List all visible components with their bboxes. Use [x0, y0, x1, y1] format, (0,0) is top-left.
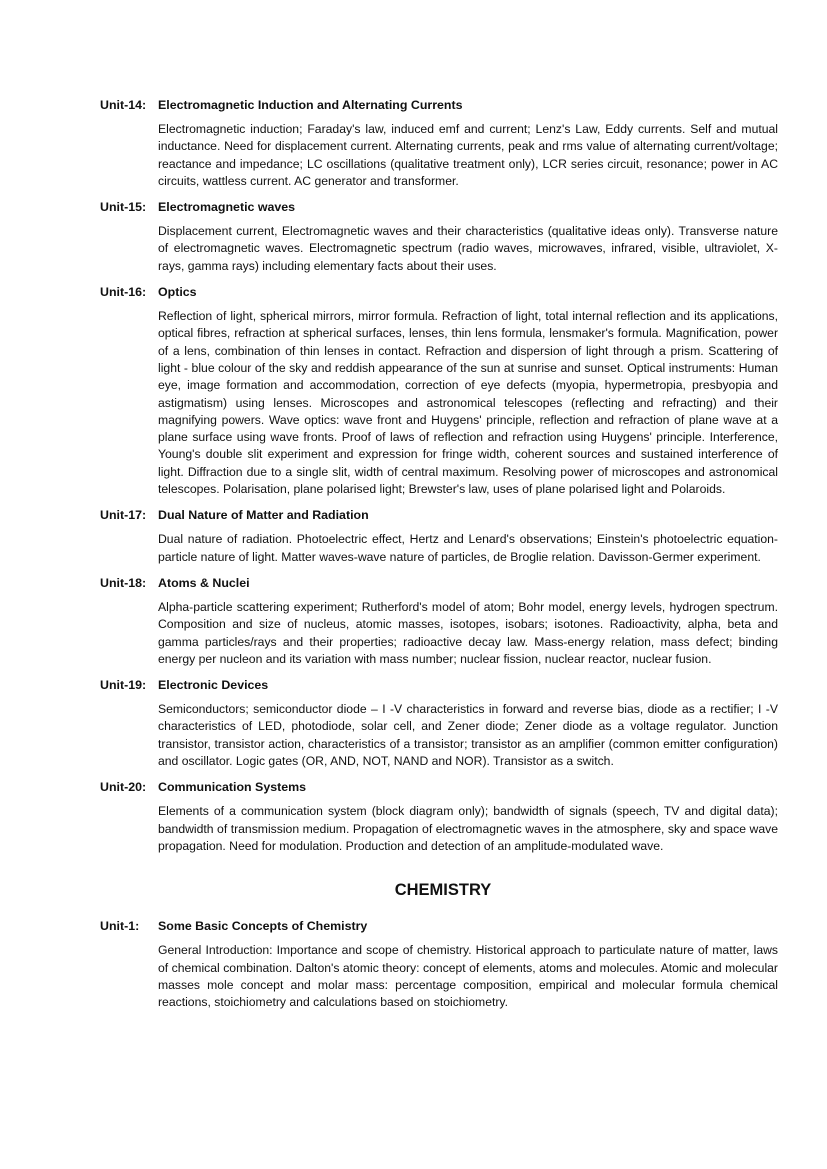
unit-14	[100, 97, 778, 190]
unit-title: Optics	[158, 285, 197, 300]
unit-heading	[100, 507, 778, 525]
unit-description: Alpha-particle scattering experiment; Rutherford's model of atom; Bohr model, energy levels, hydrogen spectrum. Composition and size of nucleus, atomic masses, isotopes, isobars; isotones. Radioactivity, alpha, beta and gamma particles/rays and their properties; radioactive decay law. Mass-energy relation, mass defect; binding energy per nucleon and its variation with mass number; nuclear fission, nuclear reactor, nuclear fusion.	[158, 599, 778, 666]
unit-16	[100, 284, 778, 498]
syllabus-content	[100, 97, 778, 1020]
unit-description: Reflection of light, spherical mirrors, mirror formula. Refraction of light, total internal reflection and its applications, optical fibres, refraction at spherical surfaces, lenses, thin lens formula, lensmaker's formula. Magnification, power of a lens, combination of thin lenses in contact. Refraction and dispersion of light through a prism. Scattering of light - blue colour of the sky and reddish appearance of the sun at sunrise and sunset. Optical instruments: Human eye, image formation and accommodation, correction of eye defects (myopia, hypermetropia, presbyopia and astigmatism) using lenses. Microscopes and astronomical telescopes (reflecting and refracting) and their magnifying powers. Wave optics: wave front and Huygens' principle, reflection and refraction of plane wave at a plane surface using wave fronts. Proof of laws of reflection and refraction using Huygens' principle. Interference, Young's double slit experiment and expression for fringe width, coherent sources and sustained interference of light. Diffraction due to a single slit, width of central maximum. Resolving power of microscopes and astronomical telescopes. Polarisation, plane polarised light; Brewster's law, uses of plane polarised light and Polaroids.	[158, 309, 778, 497]
unit-heading	[100, 575, 778, 593]
unit-title: Communication Systems	[158, 780, 307, 795]
unit-heading	[100, 97, 778, 115]
unit-heading	[100, 918, 778, 936]
unit-description: Elements of a communication system (block diagram only); bandwidth of signals (speech, TV and digital data); bandwidth of transmission medium. Propagation of electromagnetic waves in the atmosphere, sky and space wave propagation. Need for modulation. Production and detection of an amplitude-modulated wave.	[158, 804, 778, 853]
unit-title: Atoms & Nuclei	[158, 575, 250, 590]
unit-description: Semiconductors; semiconductor diode – I -V characteristics in forward and reverse bias, diode as a rectifier; I -V characteristics of LED, photodiode, solar cell, and Zener diode; Zener diode as a voltage regulator. Junction transistor, transistor action, characteristics of a transistor; transistor as an amplifier (common emitter configuration) and oscillator. Logic gates (OR, AND, NOT, NAND and NOR). Transistor as a switch.	[158, 702, 778, 769]
unit-20	[100, 779, 778, 855]
unit-number: Unit-16:	[100, 285, 147, 300]
unit-heading	[100, 199, 778, 217]
unit-heading	[100, 284, 778, 302]
unit-description: Displacement current, Electromagnetic waves and their characteristics (qualitative ideas only). Transverse nature of electromagnetic waves. Electromagnetic spectrum (radio waves, microwaves, infrared, visible, ultraviolet, X-rays, gamma rays) including elementary facts about their uses.	[158, 224, 778, 273]
unit-description: Electromagnetic induction; Faraday's law, induced emf and current; Lenz's Law, Eddy currents. Self and mutual inductance. Need for displacement current. Alternating currents, peak and rms value of alternating current/voltage; reactance and impedance; LC oscillations (qualitative treatment only), LCR series circuit, resonance; power in AC circuits, wattless current. AC generator and transformer.	[158, 122, 778, 188]
unit-title: Dual Nature of Matter and Radiation	[158, 508, 369, 523]
unit-19	[100, 677, 778, 770]
unit-heading	[100, 677, 778, 695]
unit-number: Unit-15:	[100, 200, 147, 215]
chemistry-unit-1	[100, 918, 778, 1011]
section-heading: CHEMISTRY	[394, 881, 492, 900]
unit-number: Unit-1:	[100, 919, 140, 934]
unit-title: Electromagnetic Induction and Alternating Currents	[158, 98, 463, 112]
unit-17	[100, 507, 778, 566]
unit-number: Unit-14:	[100, 98, 147, 112]
unit-heading	[100, 779, 778, 797]
unit-number: Unit-20:	[100, 780, 147, 795]
unit-15	[100, 199, 778, 275]
unit-number: Unit-17:	[100, 508, 147, 523]
unit-18	[100, 575, 778, 668]
unit-description: General Introduction: Importance and scope of chemistry. Historical approach to particulate nature of matter, laws of chemical combination. Dalton's atomic theory: concept of elements, atoms and molecules. Atomic and molecular masses mole concept and molar mass: percentage composition, empirical and molecular formula chemical reactions, stoichiometry and calculations based on stoichiometry.	[158, 943, 778, 1010]
unit-title: Electronic Devices	[158, 678, 269, 693]
unit-title: Some Basic Concepts of Chemistry	[158, 919, 368, 934]
unit-number: Unit-19:	[100, 678, 147, 693]
unit-title: Electromagnetic waves	[158, 200, 296, 215]
unit-description: Dual nature of radiation. Photoelectric effect, Hertz and Lenard's observations; Einstein's photoelectric equation-particle nature of light. Matter waves-wave nature of particles, de Broglie relation. Davisson-Germer experiment.	[158, 532, 778, 564]
unit-number: Unit-18:	[100, 575, 147, 590]
